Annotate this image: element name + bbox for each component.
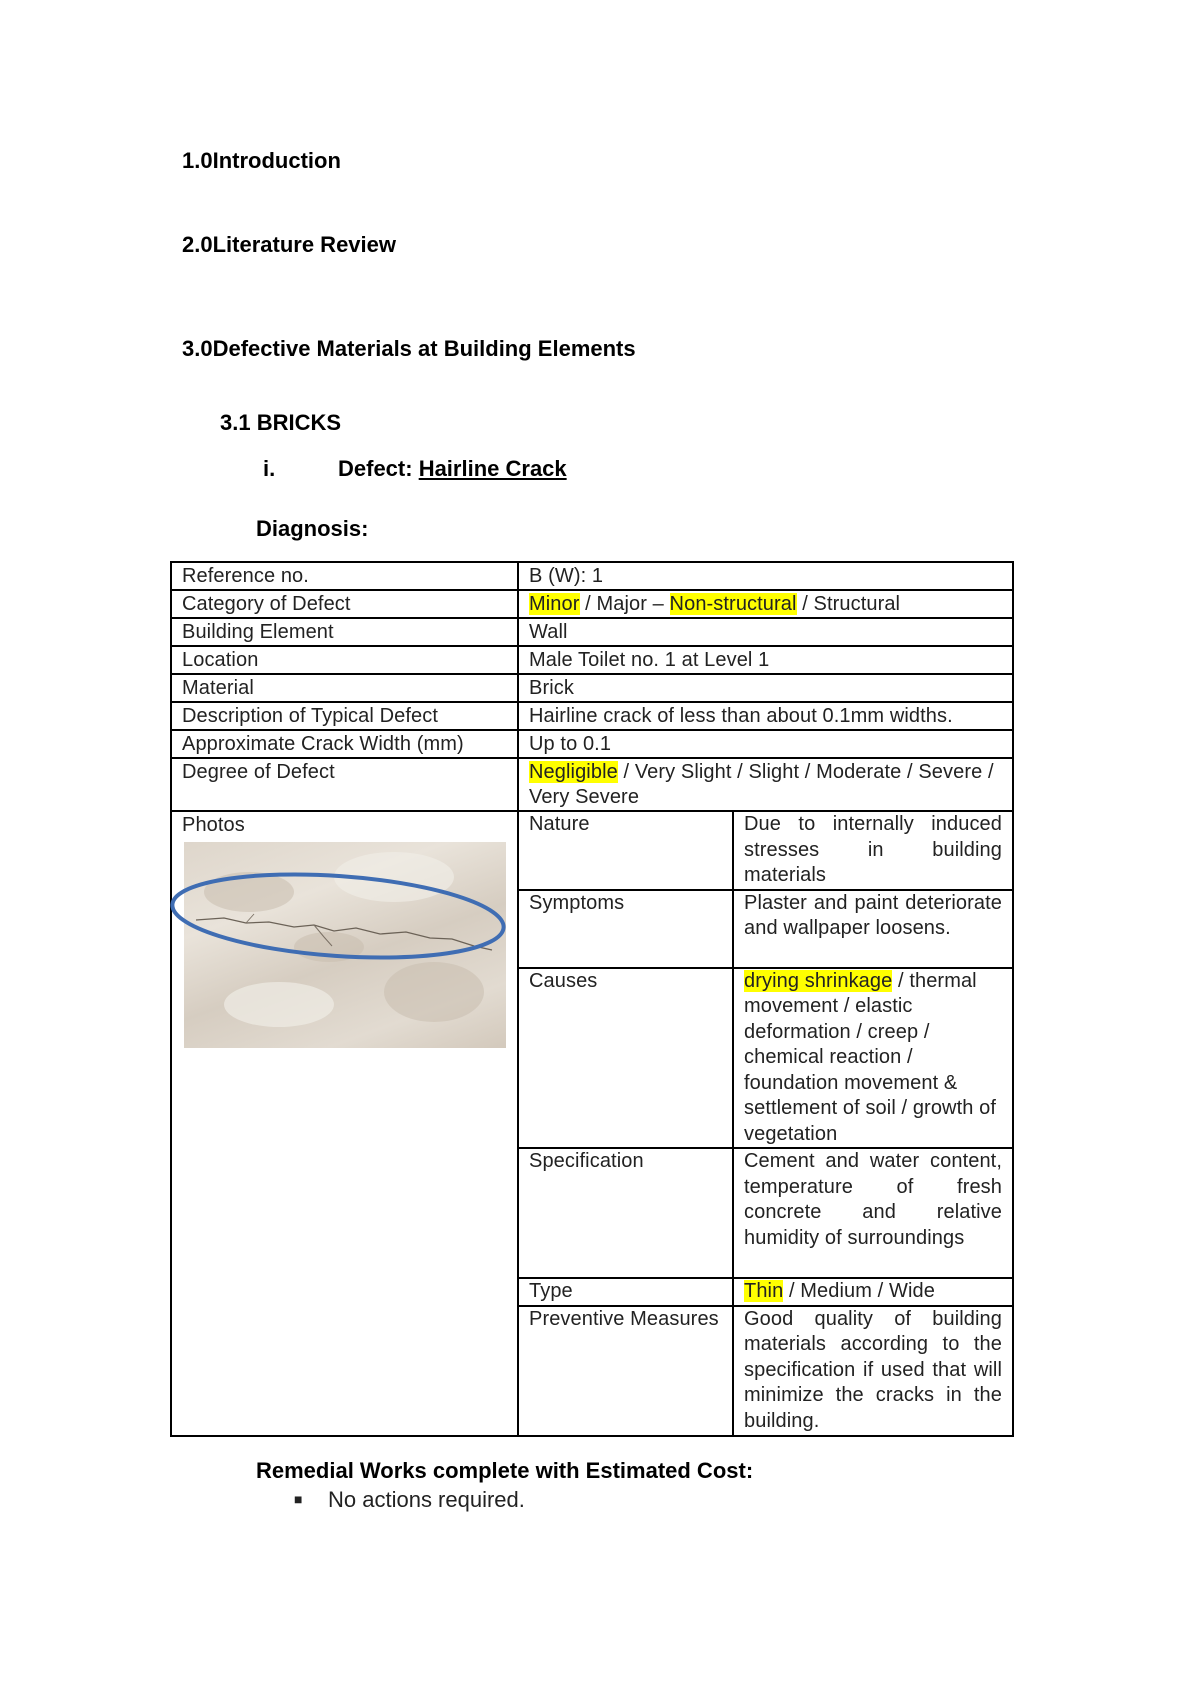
heading-defective-materials — [182, 336, 636, 362]
defect-name: Hairline Crack — [418, 456, 567, 481]
highlight-drying-shrinkage: drying shrinkage — [744, 969, 893, 992]
material-label: Material — [171, 674, 518, 702]
list-item-text: No actions required. — [328, 1487, 525, 1512]
table-row — [171, 562, 1013, 590]
heading-text: Introduction — [212, 148, 341, 173]
causes-value — [733, 968, 1012, 1149]
details-cell — [518, 811, 1013, 1436]
table-row — [519, 1306, 1012, 1435]
table-row — [171, 618, 1013, 646]
table-row — [171, 730, 1013, 758]
remedial-title: Remedial Works complete with Estimated Cost: — [256, 1458, 754, 1483]
element-value: Wall — [518, 618, 1013, 646]
table-row — [171, 590, 1013, 618]
material-value: Brick — [518, 674, 1013, 702]
table-row — [519, 1278, 1012, 1306]
reference-value: B (W): 1 — [518, 562, 1013, 590]
category-value — [518, 590, 1013, 618]
crack-width-value: Up to 0.1 — [518, 730, 1013, 758]
defect-heading — [263, 456, 567, 482]
nature-label: Nature — [519, 812, 733, 890]
list-item — [294, 1487, 525, 1513]
diagnosis-table — [170, 561, 1014, 1437]
remedial-list — [294, 1487, 525, 1513]
symptoms-value: Plaster and paint deteriorate and wallpaper loosens. — [733, 890, 1012, 968]
type-rest: / Medium / Wide — [783, 1280, 935, 1302]
table-row — [171, 702, 1013, 730]
category-label: Category of Defect — [171, 590, 518, 618]
highlight-negligible: Negligible — [529, 761, 618, 783]
specification-label: Specification — [519, 1148, 733, 1278]
causes-rest: / thermal movement / elastic deformation / creep / chemical reaction / foundation movement & settlement of soil / growth of vegetation — [744, 969, 997, 1145]
reference-label: Reference no. — [171, 562, 518, 590]
heading-literature-review — [182, 232, 396, 258]
type-label: Type — [519, 1278, 733, 1306]
heading-text: Defective Materials at Building Elements — [212, 336, 636, 361]
photos-label: Photos — [182, 814, 245, 836]
type-value — [733, 1278, 1012, 1306]
table-row — [519, 812, 1012, 890]
heading-introduction — [182, 148, 341, 174]
square-bullet-icon: ■ — [294, 1491, 303, 1507]
defect-label: Defect: — [338, 456, 419, 481]
details-table — [519, 812, 1012, 1435]
category-rest: / Structural — [796, 593, 901, 615]
causes-label: Causes — [519, 968, 733, 1149]
table-row — [171, 758, 1013, 811]
element-label: Building Element — [171, 618, 518, 646]
degree-value — [518, 758, 1013, 811]
highlight-ellipse — [168, 856, 508, 976]
symptoms-label: Symptoms — [519, 890, 733, 968]
location-value: Male Toilet no. 1 at Level 1 — [518, 646, 1013, 674]
crack-width-label: Approximate Crack Width (mm) — [171, 730, 518, 758]
heading-number: 3.0 — [182, 336, 213, 361]
nature-value: Due to internally induced stresses in building materials — [744, 813, 1002, 886]
subheading-bricks: 3.1 BRICKS — [220, 410, 342, 435]
preventive-label: Preventive Measures — [519, 1306, 733, 1435]
degree-rest: / Very Slight / Slight / Moderate / Severe / Very Severe — [529, 761, 994, 808]
highlight-non-structural: Non-structural — [669, 593, 797, 615]
diagnosis-label: Diagnosis: — [256, 516, 369, 541]
table-row — [519, 890, 1012, 968]
location-label: Location — [171, 646, 518, 674]
description-label: Description of Typical Defect — [171, 702, 518, 730]
defect-numeral: i. — [263, 456, 276, 481]
degree-label: Degree of Defect — [171, 758, 518, 811]
table-row — [519, 1148, 1012, 1278]
heading-number: 2.0 — [182, 232, 213, 257]
description-value: Hairline crack of less than about 0.1mm widths. — [518, 702, 1013, 730]
category-separator: / Major – — [579, 593, 670, 615]
table-row — [171, 646, 1013, 674]
highlight-thin: Thin — [744, 1280, 784, 1302]
heading-number: 1.0 — [182, 148, 213, 173]
table-row — [171, 674, 1013, 702]
specification-value: Cement and water content, temperature of fresh concrete and relative humidity of surroundings — [733, 1148, 1012, 1278]
heading-text: Literature Review — [212, 232, 396, 257]
highlight-minor: Minor — [529, 593, 580, 615]
table-row — [519, 968, 1012, 1149]
preventive-value: Good quality of building materials according to the specification if used that will minimize the cracks in the building. — [733, 1306, 1012, 1435]
